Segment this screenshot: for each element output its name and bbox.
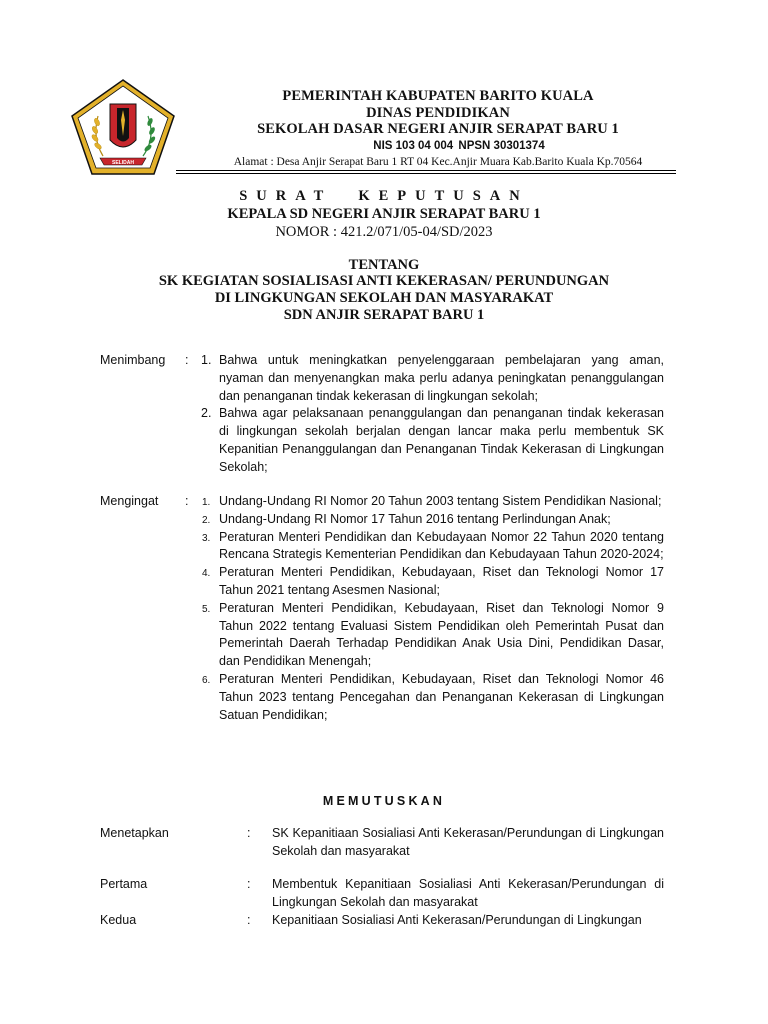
about-line-2: DI LINGKUNGAN SEKOLAH DAN MASYARAKAT	[214, 290, 554, 306]
about-line-3: SDN ANJIR SERAPAT BARU 1	[283, 307, 485, 323]
list-item: 1. Bahwa untuk meningkatkan penyelenggaraan pembelajaran yang aman, nyaman dan menyenangkan maka perlu adanya peningkatan penanggulangan dan penanganan tindak kekerasan di lingkungan sekolah;	[201, 353, 664, 403]
decision-heading: MEMUTUSKAN	[322, 794, 446, 808]
list-item: 4. Peraturan Menteri Pendidikan, Kebudayaan, Riset dan Teknologi Nomor 17 Tahun 2021 tentang Asesmen Nasional;	[202, 565, 664, 597]
npsn-number: NPSN 30301374	[458, 139, 545, 152]
letterhead-address: Alamat : Desa Anjir Serapat Baru 1 RT 04 Kec.Anjir Muara Kab.Barito Kuala Kp.70564	[233, 155, 643, 168]
about-heading: TENTANG	[348, 257, 420, 273]
letterhead	[200, 88, 676, 169]
letterhead-department: DINAS PENDIDIKAN	[366, 104, 510, 121]
decision-row-kedua: Kedua : Kepanitiaan Sosialiasi Anti Kekerasan/Perundungan di Lingkungan	[100, 913, 642, 927]
letterhead-ids	[200, 139, 676, 154]
mengingat-list	[100, 493, 664, 724]
decree-title	[84, 188, 684, 205]
section-menimbang	[100, 352, 664, 477]
mengingat-colon: :	[185, 494, 189, 508]
list-item: 1. Undang-Undang RI Nomor 20 Tahun 2003 tentang Sistem Pendidikan Nasional;	[202, 494, 662, 508]
letterhead-school-name: SEKOLAH DASAR NEGERI ANJIR SERAPAT BARU 1	[257, 121, 619, 137]
menimbang-list	[100, 352, 664, 477]
menimbang-colon: :	[185, 353, 189, 367]
menimbang-label: Menimbang	[100, 353, 166, 367]
nis-number: NIS 103 04 004	[373, 139, 454, 152]
list-item: 2. Bahwa agar pelaksanaan penanggulangan dan penanganan tindak kekerasan di lingkungan sekolah berjalan dengan lancar maka perlu membentuk SK Kepanitian Penanggulangan dan Penanganan Tindak Kekerasan di Lingkungan Sekolah;	[201, 406, 664, 474]
list-item: 3. Peraturan Menteri Pendidikan dan Kebudayaan Nomor 22 Tahun 2020 tentang Rencana Strategis Kementerian Pendidikan dan Kebudayaan Tahun 2020-2024;	[202, 529, 664, 562]
section-mengingat	[100, 493, 664, 724]
decree-number: NOMOR : 421.2/071/05-04/SD/2023	[275, 224, 493, 240]
decree-subtitle: KEPALA SD NEGERI ANJIR SERAPAT BARU 1	[227, 206, 541, 222]
title-word-keputusan: KEPUTUSAN	[358, 188, 529, 204]
letterhead-divider-bottom	[176, 173, 676, 174]
letterhead-divider-top	[176, 170, 676, 171]
decision-row-pertama: Pertama : Membentuk Kepanitiaan Sosialiasi Anti Kekerasan/Perundungan di Lingkungan Sekolah dan masyarakat	[100, 877, 664, 909]
list-item: 5. Peraturan Menteri Pendidikan, Kebudayaan, Riset dan Teknologi Nomor 9 Tahun 2022 tentang Evaluasi Sistem Pendidikan oleh Pemerintah Pusat dan Pemerintah Daerah Terhadap Pendidikan Anak Usia Dini, Pendidikan Dasar, dan Pendidikan Menengah;	[202, 600, 664, 669]
list-item: 6. Peraturan Menteri Pendidikan, Kebudayaan, Riset dan Teknologi Nomor 46 Tahun 2023 tentang Pencegahan dan Penanganan Kekerasan di Lingkungan Satuan Pendidikan;	[202, 671, 664, 722]
letterhead-government: PEMERINTAH KABUPATEN BARITO KUALA	[282, 88, 594, 104]
decision-row-menetapkan: Menetapkan : SK Kepanitiaan Sosialiasi Anti Kekerasan/Perundungan di Lingkungan Sekolah dan masyarakat	[100, 826, 664, 858]
about-line-1: SK KEGIATAN SOSIALISASI ANTI KEKERASAN/ PERUNDUNGAN	[158, 273, 610, 289]
regency-emblem-logo	[70, 78, 176, 176]
title-word-surat: SURAT	[239, 188, 333, 204]
mengingat-label: Mengingat	[100, 494, 159, 508]
list-item: 2. Undang-Undang RI Nomor 17 Tahun 2016 tentang Perlindungan Anak;	[202, 511, 611, 526]
logo-banner-text: SELIDAH	[112, 159, 134, 166]
